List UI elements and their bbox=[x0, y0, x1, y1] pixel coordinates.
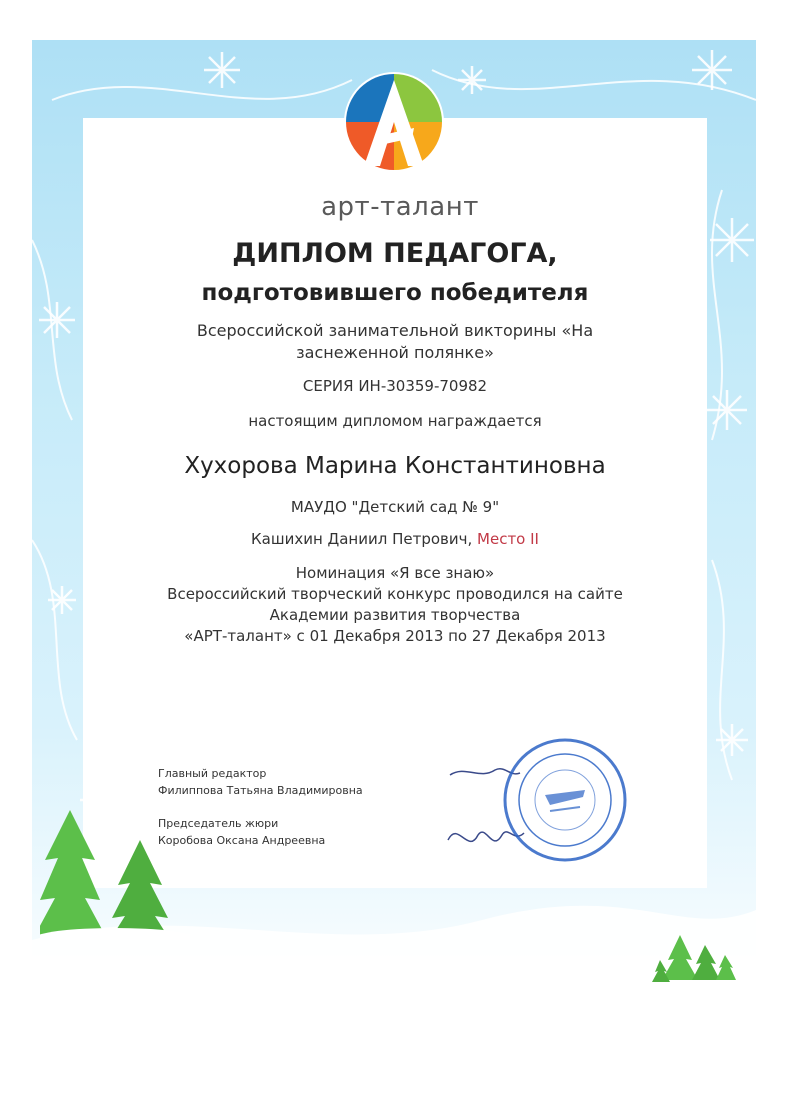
info-dates: «АРТ-талант» с 01 Декабря 2013 по 27 Декабря 2013 bbox=[184, 627, 606, 645]
contest-description: Всероссийской занимательной викторины «На заснеженной полянке» bbox=[196, 321, 594, 362]
series-number: СЕРИЯ ИН-30359-70982 bbox=[302, 377, 488, 395]
brand-name: арт-талант bbox=[321, 192, 479, 222]
art-talant-logo-icon bbox=[342, 70, 446, 186]
jury-role: Председатель жюри bbox=[158, 817, 279, 830]
contest-info bbox=[0, 563, 790, 647]
awarded-text: настоящим дипломом награждается bbox=[248, 412, 542, 430]
diploma-subtitle-title: подготовившего победителя bbox=[201, 280, 589, 306]
editor-role: Главный редактор bbox=[158, 767, 267, 780]
organization: МАУДО "Детский сад № 9" bbox=[290, 498, 500, 516]
small-fir-trees-icon bbox=[650, 930, 740, 985]
winner-line bbox=[0, 530, 790, 548]
official-stamp-icon bbox=[440, 735, 640, 875]
info-line-3: Академии развития творчества bbox=[269, 606, 521, 624]
teacher-name: Хухорова Марина Константиновна bbox=[184, 453, 606, 479]
nomination: Номинация «Я все знаю» bbox=[295, 564, 495, 582]
jury-name: Коробова Оксана Андреевна bbox=[158, 834, 326, 847]
editor-name: Филиппова Татьяна Владимировна bbox=[158, 784, 363, 797]
signature-editor bbox=[158, 765, 363, 799]
info-line-2: Всероссийский творческий конкурс проводился на сайте bbox=[167, 585, 623, 603]
winner-name: Кашихин Даниил Петрович, bbox=[251, 530, 473, 548]
diploma-title: ДИПЛОМ ПЕДАГОГА, bbox=[232, 238, 558, 269]
winner-place: Место II bbox=[477, 530, 539, 548]
fir-trees-icon bbox=[40, 800, 190, 940]
